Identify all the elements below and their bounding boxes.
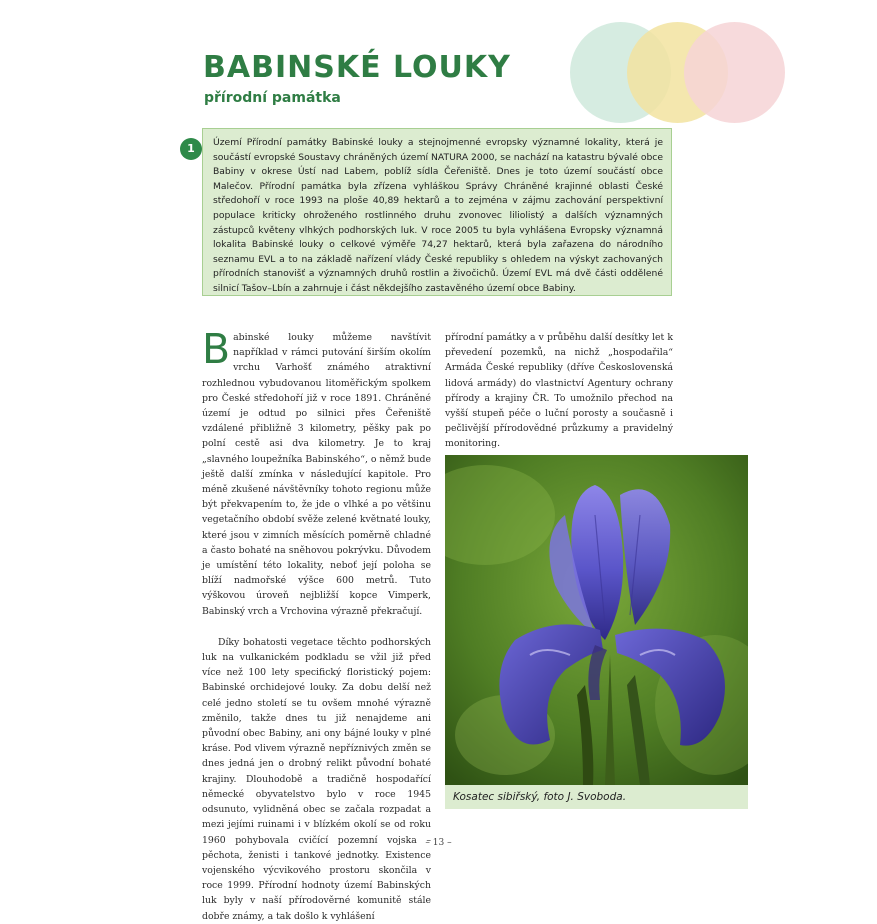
pink-circle [684, 22, 785, 123]
page-title: BABINSKÉ LOUKY [203, 50, 511, 85]
body-column-right: přírodní památky a v průběhu další desítky let k převedení pozemků, na nichž „hospodařila“ Armáda České republiky (dříve Československá lidová armády) do vlastnictví Agentury ochrany přírody a krajiny ČR. To umožnilo přechod na vyšší stupeň péče o luční porosty a současně i pečlivější přírodovědné průzkumy a pravidelný monitoring. [445, 332, 673, 450]
page-number: – 13 – [425, 838, 452, 848]
iris-flower-illustration [445, 455, 748, 785]
page-subtitle: přírodní památka [204, 90, 341, 106]
paragraph-1-text: abinské louky můžeme navštívit například v rámci putování širším okolím vrchu Varhošť známého atraktivní rozhlednou vybudovanou litoměřickým spolkem pro České středohoří již v roce 1891. Chráněné území je odtud po silnici přes Čeřeniště vzdálené přibližně 3 kilometry, pěšky pak po polní cestě asi dva kilometry. Je to kraj „slavného loupežníka Babinského“, o němž bude ještě další zmínka v následující kapitole. Pro méně zkušené návštěvníky tohoto regionu může být překvapením to, že jde o vlhké a po většinu vegetačního období svěže zelené květnaté louky, které jsou v zimních měsících poměrně chladné a často bohaté na sněhovou pokrývku. Důvodem je umístění této lokality, neboť její poloha se blíží nadmořské výšce 600 metrů. Tuto výškovou úroveň nejbližší kopce Vimperk, Babinský vrch a Vrchovina výrazně překračují. [202, 332, 431, 617]
body-column-left [202, 325, 431, 924]
decorative-circles [570, 22, 750, 124]
paragraph-1 [202, 325, 431, 619]
summary-box: Území Přírodní památky Babinské louky a stejnojmenné evropsky významné lokality, která je součástí evropské Soustavy chráněných území NATURA 2000, se nachází na katastru bývalé obce Babiny v okrese Ústí nad Labem, poblíž sídla Čeřeniště. Dnes je toto území součástí obce Malečov. Přírodní památka byla zřízena vyhláškou Správy Chráněné krajinné oblasti České středohoří v roce 1993 na ploše 40,89 hektarů a to zejména v zájmu zachování perspektivní populace kriticky ohroženého rostlinného druhu zvonovec liliolistý a dalších významných zástupců květeny vlhkých podhorských luk. V roce 2005 tu byla vyhlášena Evropsky významná lokalita Babinské louky o celkové výměře 74,27 hektarů, která byla zařazena do národního seznamu EVL a to na základě nařízení vlády České republiky s ohledem na výskyt zachovaných přírodních stanovišť a významných druhů rostlin a živočichů. Území EVL má dvě části oddělené silnicí Tašov–Lbín a zahrnuje i část někdejšího zastavěného území obce Babiny. [202, 128, 672, 296]
drop-cap: B [202, 325, 231, 373]
paragraph-2: Díky bohatosti vegetace těchto podhorských luk na vulkanickém podkladu se vžil již před více než 100 lety specifický floristický pojem: Babinské orchidejové louky. Za dobu delší než celé jedno století se tu ovšem mnohé výrazně změnilo, takže dnes tu již nenajdeme ani původní obec Babiny, ani ony bájné louky v plné kráse. Pod vlivem výrazně nepříznivých změn se dnes jedná jen o drobný relikt původní bohaté krajiny. Dlouhodobě a tradičně hospodařící německé obyvatelstvo bylo v roce 1945 odsunuto, vylidněná obec se začala rozpadat a mezi jejími ruinami i v blízkém okolí se od roku 1960 pohybovala cvičící pozemní vojska – pěchota, ženisti i tankové jednotky. Existence vojenského výcvikového prostoru skončila v roce 1999. Přírodní hodnoty území Babinských luk byly v naší přírodověrné komunitě stále dobře známy, a tak došlo k vyhlášení [202, 636, 431, 922]
section-number-badge: 1 [180, 138, 202, 160]
iris-photo [445, 455, 748, 785]
photo-caption: Kosatec sibiřský, foto J. Svoboda. [445, 785, 748, 809]
